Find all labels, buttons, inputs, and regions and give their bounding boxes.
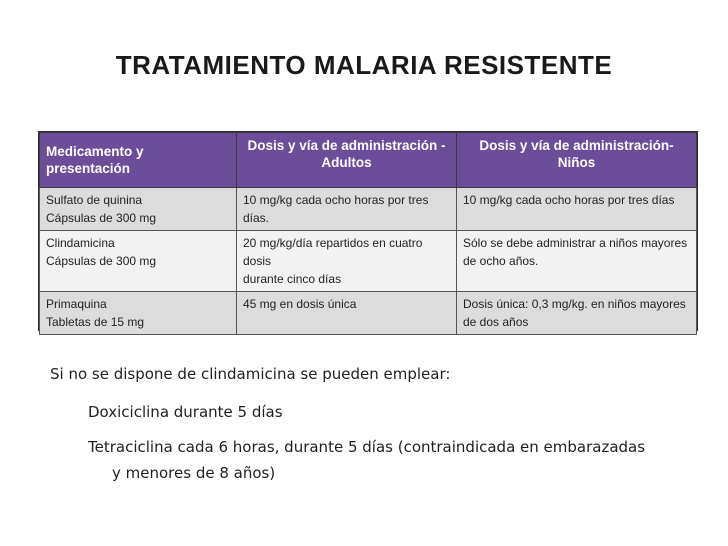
cell-medicamento [40, 292, 237, 335]
cell-adultos [237, 231, 457, 292]
ninos-text-2: de dos años [463, 315, 529, 329]
cell-adultos [237, 292, 457, 335]
header-ninos-line1: Dosis y vía de administración- [479, 138, 674, 153]
adultos-text-2: durante cinco días [243, 272, 342, 286]
med-name: Primaquina [46, 297, 107, 311]
header-ninos-line2: Niños [557, 155, 596, 170]
table-header-row [40, 133, 697, 188]
treatment-table [38, 131, 698, 331]
med-presentation: Cápsulas de 300 mg [46, 254, 157, 268]
header-adultos-line2: Adultos [321, 155, 372, 170]
table-row [40, 188, 697, 231]
header-adultos [237, 133, 457, 188]
med-presentation: Cápsulas de 300 mg [46, 211, 157, 225]
ninos-text: Sólo se debe administrar a niños mayores [463, 236, 688, 250]
ninos-text-2: de ocho años. [463, 254, 539, 268]
header-adultos-line1: Dosis y vía de administración - [247, 138, 446, 153]
adultos-text: 45 mg en dosis única [243, 297, 357, 311]
cell-ninos [457, 231, 697, 292]
cell-ninos [457, 188, 697, 231]
med-presentation: Tabletas de 15 mg [46, 315, 145, 329]
table-row [40, 231, 697, 292]
ninos-text: 10 mg/kg cada ocho horas por tres días [463, 193, 675, 207]
page-title: TRATAMIENTO MALARIA RESISTENTE [115, 50, 613, 80]
cell-medicamento [40, 231, 237, 292]
alternatives-intro: Si no se dispone de clindamicina se pueden emplear: [50, 365, 451, 383]
alternative-tetraciclina-cont: y menores de 8 años) [112, 464, 276, 482]
adultos-text: 10 mg/kg cada ocho horas por tres días. [243, 193, 429, 225]
ninos-text: Dosis única: 0,3 mg/kg. en niños mayores [463, 297, 686, 311]
cell-adultos [237, 188, 457, 231]
cell-ninos [457, 292, 697, 335]
header-ninos [457, 133, 697, 188]
cell-medicamento [40, 188, 237, 231]
med-name: Clindamicina [46, 236, 115, 250]
header-medicamento [40, 133, 237, 188]
med-name: Sulfato de quinina [46, 193, 143, 207]
header-medicamento-label: Medicamento y presentación [46, 144, 144, 176]
table-row [40, 292, 697, 335]
alternative-tetraciclina: Tetraciclina cada 6 horas, durante 5 días (contraindicada en embarazadas [88, 438, 646, 456]
alternative-doxiciclina: Doxiciclina durante 5 días [88, 403, 283, 421]
adultos-text: 20 mg/kg/día repartidos en cuatro dosis [243, 236, 423, 268]
